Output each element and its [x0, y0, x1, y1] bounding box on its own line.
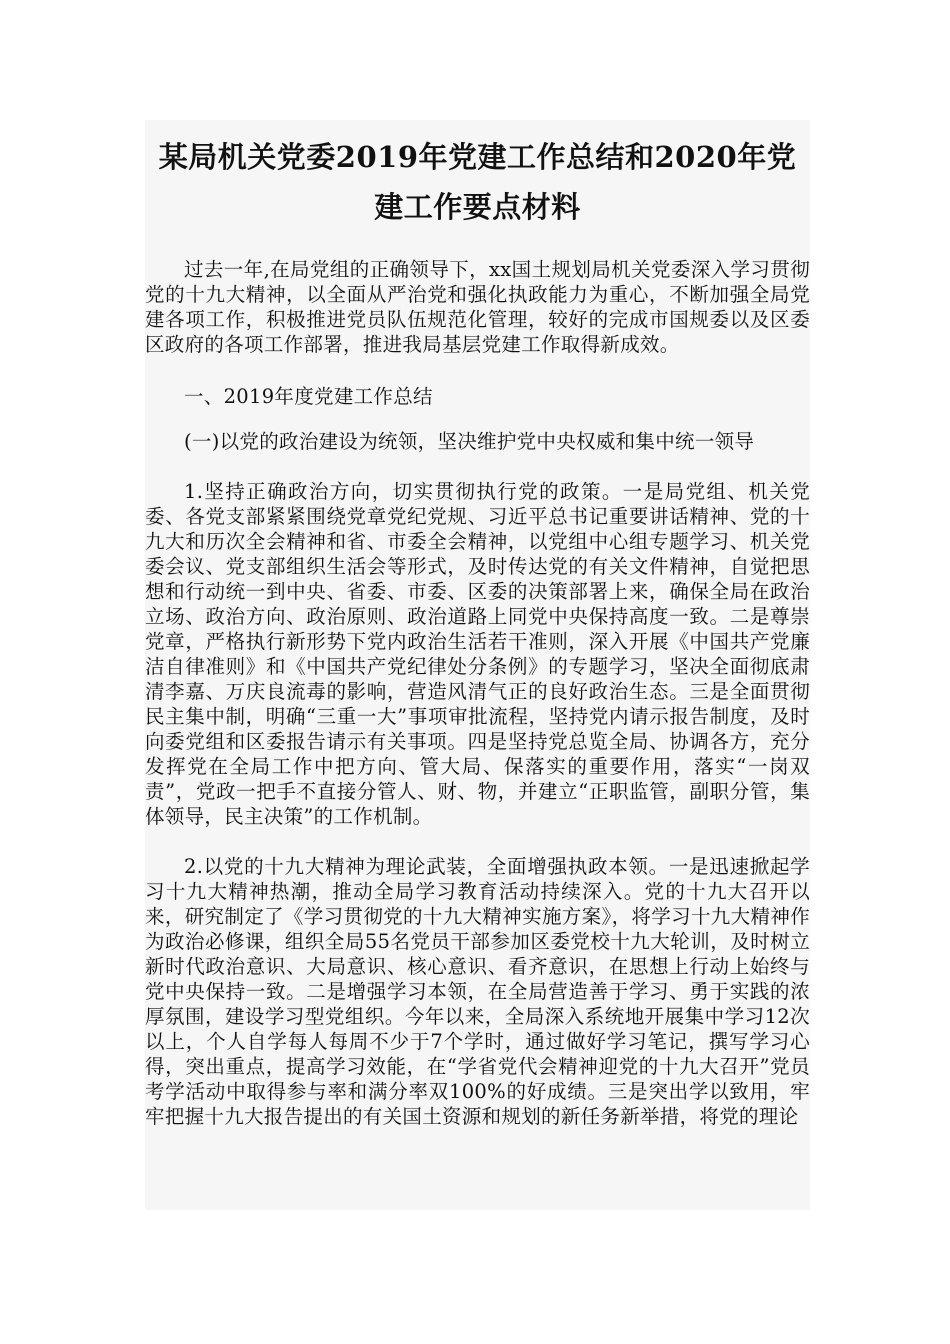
paragraph-intro: 过去一年,在局党组的正确领导下，xx国土规划局机关党委深入学习贯彻党的十九大精神，以全面从严治党和强化执政能力为重心，不断加强全局党建各项工作，积极推进党员队伍规范化管理，较好的完成市国规委以及区委区政府的各项工作部署，推进我局基层党建工作取得新成效。 [145, 258, 810, 356]
section-heading: 一、2019年度党建工作总结 [184, 385, 433, 408]
paragraph-item-2: 2.以党的十九大精神为理论武装，全面增强执政本领。一是迅速掀起学习十九大精神热潮，推动全局学习教育活动持续深入。党的十九大召开以来，研究制定了《学习贯彻党的十九大精神实施方案》，将学习十九大精神作为政治必修课，组织全局55名党员干部参加区委党校十九大轮训，及时树立新时代政治意识、大局意识、核心意识、看齐意识，在思想上行动上始终与党中央保持一致。二是增强学习本领，在全局营造善于学习、勇于实践的浓厚氛围，建设学习型党组织。今年以来，全局深入系统地开展集中学习12次以上，个人自学每人每周不少于7个学时，通过做好学习笔记，撰写学习心得，突出重点，提高学习效能，在“学省党代会精神迎党的十九大召开”党员考学活动中取得参与率和满分率双100%的好成绩。三是突出学以致用，牢牢把握十九大报告提出的有关国土资源和规划的新任务新举措，将党的理论 [145, 855, 810, 1128]
subsection-heading: (一)以党的政治建设为统领，坚决维护党中央权威和集中统一领导 [184, 430, 755, 453]
document-title: 某局机关党委2019年党建工作总结和2020年党建工作要点材料 [158, 140, 797, 224]
document-body [145, 120, 810, 1210]
paragraph-item-1: 1.坚持正确政治方向，切实贯彻执行党的政策。一是局党组、机关党委、各党支部紧紧围绕党章党纪党规、习近平总书记重要讲话精神、党的十九大和历次全会精神和省、市委全会精神，以党组中心组专题学习、机关党委会议、党支部组织生活会等形式，及时传达党的有关文件精神，自觉把思想和行动统一到中央、省委、市委、区委的决策部署上来，确保全局在政治立场、政治方向、政治原则、政治道路上同党中央保持高度一致。二是尊崇党章，严格执行新形势下党内政治生活若干准则，深入开展《中国共产党廉洁自律准则》和《中国共产党纪律处分条例》的专题学习，坚决全面彻底肃清李嘉、万庆良流毒的影响，营造风清气正的良好政治生态。三是全面贯彻民主集中制，明确“三重一大”事项审批流程，坚持党内请示报告制度，及时向委党组和区委报告请示有关事项。四是坚持党总览全局、协调各方，充分发挥党在全局工作中把方向、管大局、保落实的重要作用，落实“一岗双责”，党政一把手不直接分管人、财、物，并建立“正职监管，副职分管，集体领导，民主决策”的工作机制。 [145, 480, 810, 828]
